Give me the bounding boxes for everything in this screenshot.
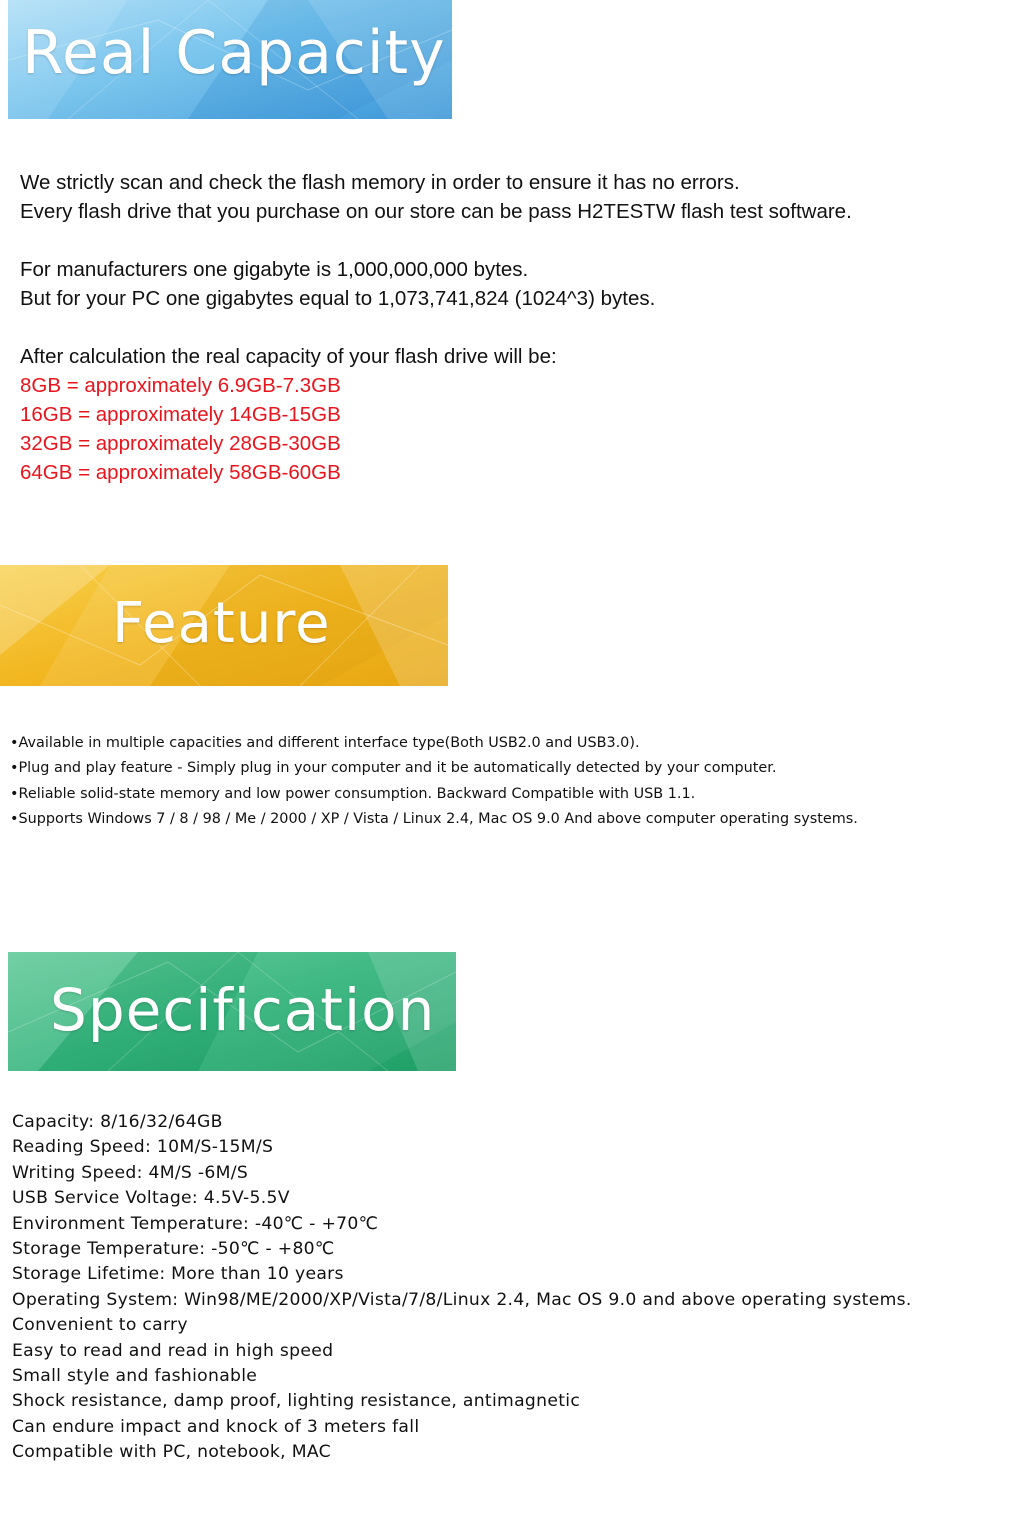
real-capacity-text	[20, 168, 852, 487]
feature-item: •Supports Windows 7 / 8 / 98 / Me / 2000 / XP / Vista / Linux 2.4, Mac OS 9.0 And above computer operating systems.	[10, 810, 858, 827]
real-capacity-banner	[8, 0, 452, 119]
feature-item: •Available in multiple capacities and different interface type(Both USB2.0 and USB3.0).	[10, 735, 640, 751]
real-capacity-line: For manufacturers one gigabyte is 1,000,000,000 bytes.	[20, 258, 529, 281]
spec-reading-speed: Reading Speed: 10M/S-15M/S	[12, 1137, 274, 1158]
specification-list	[12, 1110, 912, 1465]
spec-storage-lifetime: Storage Lifetime: More than 10 years	[12, 1264, 344, 1285]
feature-item: •Reliable solid-state memory and low power consumption. Backward Compatible with USB 1.1.	[10, 785, 696, 802]
spec-item: Can endure impact and knock of 3 meters fall	[12, 1416, 420, 1437]
real-capacity-line: After calculation the real capacity of your flash drive will be:	[20, 345, 557, 368]
real-capacity-title: Real Capacity	[22, 18, 446, 88]
spec-item: Easy to read and read in high speed	[12, 1340, 334, 1361]
real-capacity-line: We strictly scan and check the flash memory in order to ensure it has no errors.	[20, 171, 740, 194]
spec-writing-speed: Writing Speed: 4M/S -6M/S	[12, 1162, 249, 1183]
feature-title: Feature	[112, 591, 331, 656]
specification-banner	[8, 952, 456, 1071]
spacer	[20, 226, 852, 255]
spec-item: Convenient to carry	[12, 1315, 188, 1336]
spec-item: Small style and fashionable	[12, 1365, 258, 1386]
capacity-8gb: 8GB = approximately 6.9GB-7.3GB	[20, 374, 341, 397]
real-capacity-line: But for your PC one gigabytes equal to 1,073,741,824 (1024^3) bytes.	[20, 287, 656, 310]
capacity-64gb: 64GB = approximately 58GB-60GB	[20, 461, 341, 484]
spec-usb-voltage: USB Service Voltage: 4.5V-5.5V	[12, 1188, 290, 1209]
spec-item: Shock resistance, damp proof, lighting resistance, antimagnetic	[12, 1391, 581, 1412]
feature-banner	[0, 565, 448, 686]
feature-list	[10, 731, 858, 832]
spec-operating-system: Operating System: Win98/ME/2000/XP/Vista/7/8/Linux 2.4, Mac OS 9.0 and above operating systems.	[12, 1289, 912, 1310]
spacer	[20, 313, 852, 342]
specification-title: Specification	[50, 976, 436, 1044]
spec-item: Compatible with PC, notebook, MAC	[12, 1442, 331, 1463]
spec-capacity: Capacity: 8/16/32/64GB	[12, 1112, 223, 1132]
real-capacity-line: Every flash drive that you purchase on our store can be pass H2TESTW flash test software.	[20, 200, 852, 223]
spec-storage-temperature: Storage Temperature: -50℃ - +80℃	[12, 1238, 335, 1259]
capacity-32gb: 32GB = approximately 28GB-30GB	[20, 432, 341, 455]
capacity-16gb: 16GB = approximately 14GB-15GB	[20, 403, 341, 426]
feature-item: •Plug and play feature - Simply plug in your computer and it be automatically detected by your computer.	[10, 760, 777, 777]
spec-environment-temperature: Environment Temperature: -40℃ - +70℃	[12, 1213, 379, 1234]
